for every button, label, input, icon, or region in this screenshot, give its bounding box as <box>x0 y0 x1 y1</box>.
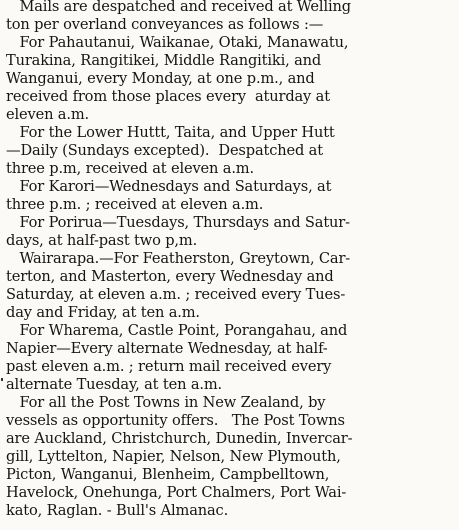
article-line: ton per overland conveyances as follows :— <box>6 16 324 33</box>
article-line: For all the Post Towns in New Zealand, by <box>6 394 326 411</box>
article-line: are Auckland, Christchurch, Dunedin, Invercar- <box>6 430 353 447</box>
article-line: day and Friday, at ten a.m. <box>6 304 200 321</box>
article-line: gill, Lyttelton, Napier, Nelson, New Plymouth, <box>6 448 341 465</box>
article-line: terton, and Masterton, every Wednesday and <box>6 268 334 285</box>
article-line: For Pahautanui, Waikanae, Otaki, Manawatu, <box>6 34 349 51</box>
article-line: Mails are despatched and received at Welling <box>6 0 351 15</box>
article-line: For Porirua—Tuesdays, Thursdays and Satur- <box>6 214 350 231</box>
article-line: For Karori—Wednesdays and Saturdays, at <box>6 178 332 195</box>
stray-ink-mark <box>1 378 3 381</box>
article-line: Picton, Wanganui, Blenheim, Campbelltown, <box>6 466 330 483</box>
article-line: Wairarapa.—For Featherston, Greytown, Car- <box>6 250 351 267</box>
article-line: Napier—Every alternate Wednesday, at half- <box>6 340 328 357</box>
article-line: Saturday, at eleven a.m. ; received every Tues- <box>6 286 346 303</box>
article-line: For Wharema, Castle Point, Porangahau, and <box>6 322 348 339</box>
article-line: three p.m. ; received at eleven a.m. <box>6 196 264 213</box>
article-line: three p.m, received at eleven a.m. <box>6 160 254 177</box>
article-line: eleven a.m. <box>6 106 90 123</box>
article-line: For the Lower Huttt, Taita, and Upper Hutt <box>6 124 335 141</box>
article-line: Turakina, Rangitikei, Middle Rangitiki, and <box>6 52 322 69</box>
article-line: Havelock, Onehunga, Port Chalmers, Port Wai- <box>6 484 347 501</box>
article-line: past eleven a.m. ; return mail received every <box>6 358 332 375</box>
article-line: kato, Raglan. - Bull's Almanac. <box>6 502 229 519</box>
article-line: vessels as opportunity offers. The Post Towns <box>6 412 345 429</box>
article-line: days, at half-past two p,m. <box>6 232 198 249</box>
article-line: —Daily (Sundays excepted). Despatched at <box>6 142 323 159</box>
article-line: alternate Tuesday, at ten a.m. <box>6 376 223 393</box>
article-line: Wanganui, every Monday, at one p.m., and <box>6 70 315 87</box>
article-line: received from those places every aturday at <box>6 88 330 105</box>
